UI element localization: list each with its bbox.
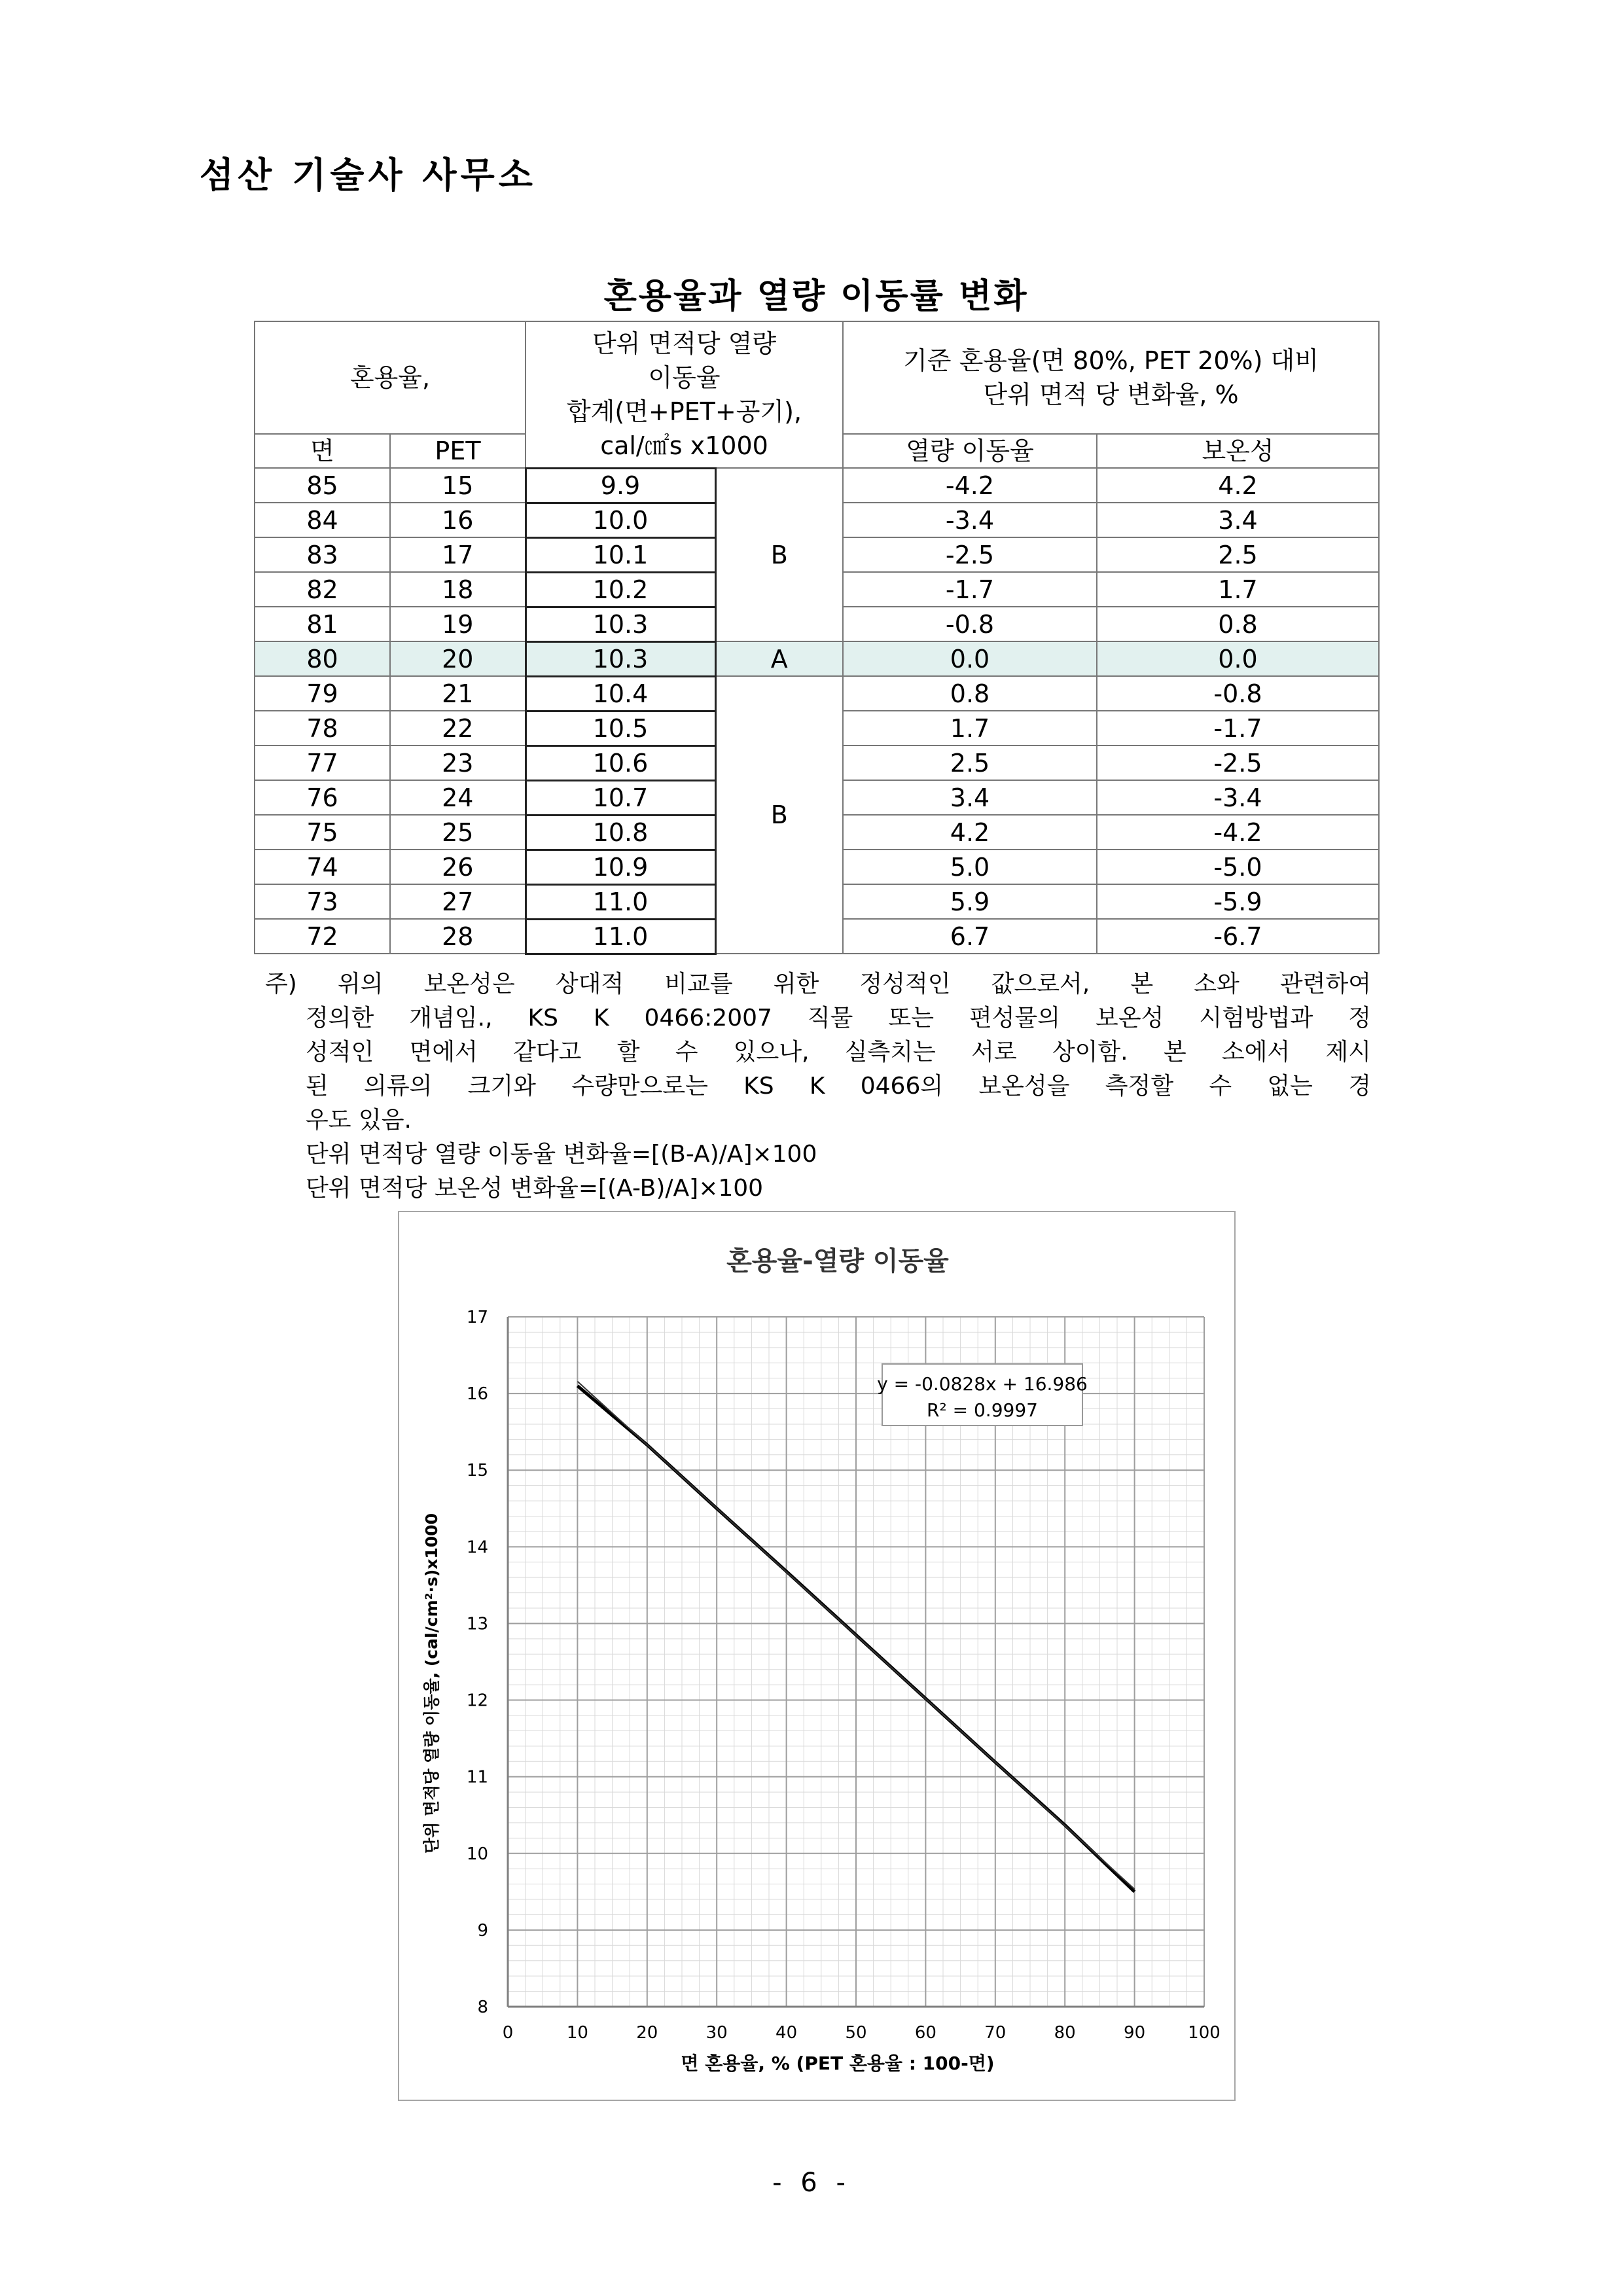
cell-cotton: 76 <box>255 780 390 815</box>
cell-warmth-change: 3.4 <box>1097 503 1379 537</box>
cell-warmth-change: -4.2 <box>1097 815 1379 850</box>
cell-warmth-change: -2.5 <box>1097 745 1379 780</box>
x-tick-label: 0 <box>502 2023 514 2043</box>
cell-pet: 16 <box>390 503 526 537</box>
cell-pet: 22 <box>390 711 526 745</box>
x-tick-label: 80 <box>1054 2023 1076 2043</box>
cell-pet: 20 <box>390 641 526 676</box>
label-b-higher-blend: B <box>715 676 843 954</box>
table-row <box>255 676 1379 711</box>
cell-pet: 17 <box>390 537 526 572</box>
header-pet: PET <box>390 434 526 468</box>
cell-value: 10.3 <box>526 641 715 676</box>
x-tick-label: 20 <box>636 2023 658 2043</box>
cell-heat-change: -4.2 <box>843 468 1097 503</box>
cell-heat-change: -1.7 <box>843 572 1097 607</box>
cell-heat-change: 1.7 <box>843 711 1097 745</box>
cell-cotton: 79 <box>255 676 390 711</box>
cell-pet: 24 <box>390 780 526 815</box>
chart-grid <box>508 1317 1204 2007</box>
y-tick-label: 17 <box>466 1308 488 1327</box>
trendline-label <box>877 1364 1088 1426</box>
y-tick-label: 12 <box>466 1691 488 1711</box>
cell-warmth-change: -3.4 <box>1097 780 1379 815</box>
cell-warmth-change: 4.2 <box>1097 468 1379 503</box>
cell-cotton: 78 <box>255 711 390 745</box>
header-value-line: 이동율 <box>648 363 721 392</box>
cell-value: 11.0 <box>526 884 715 919</box>
cell-cotton: 80 <box>255 641 390 676</box>
cell-cotton: 85 <box>255 468 390 503</box>
cell-warmth-change: 0.8 <box>1097 607 1379 641</box>
trendline-equation: y = -0.0828x + 16.986 <box>877 1373 1088 1395</box>
header-heat-transfer: 열량 이동율 <box>843 434 1097 468</box>
cell-warmth-change: -5.9 <box>1097 884 1379 919</box>
formula-heat: 단위 면적당 열량 이동율 변화율=[(B-A)/A]×100 <box>306 1141 817 1168</box>
cell-value: 10.6 <box>526 745 715 780</box>
cell-value: 10.7 <box>526 780 715 815</box>
note-line: 정의한 개념임., KS K 0466:2007 직물 또는 편성물의 보온성 시험방법과 정 <box>306 1005 1371 1031</box>
note-line: 성적인 면에서 같다고 할 수 있으나, 실측치는 서로 상이함. 본 소에서 제시 <box>306 1039 1371 1066</box>
cell-cotton: 74 <box>255 850 390 884</box>
x-tick-label: 90 <box>1124 2023 1146 2043</box>
y-tick-label: 16 <box>466 1384 488 1405</box>
cell-value: 10.2 <box>526 572 715 607</box>
cell-heat-change: 0.8 <box>843 676 1097 711</box>
x-tick-label: 70 <box>984 2023 1007 2043</box>
cell-warmth-change: 0.0 <box>1097 641 1379 676</box>
cell-heat-change: 3.4 <box>843 780 1097 815</box>
cell-cotton: 72 <box>255 919 390 954</box>
cell-value: 11.0 <box>526 919 715 954</box>
table-row <box>255 468 1379 503</box>
cell-cotton: 83 <box>255 537 390 572</box>
cell-value: 10.0 <box>526 503 715 537</box>
x-tick-label: 30 <box>705 2023 728 2043</box>
header-unit-area-value <box>526 321 843 468</box>
cell-warmth-change: -5.0 <box>1097 850 1379 884</box>
cell-pet: 23 <box>390 745 526 780</box>
header-value-line: 단위 면적당 열량 <box>592 329 777 358</box>
cell-cotton: 82 <box>255 572 390 607</box>
header-warmth: 보온성 <box>1097 434 1379 468</box>
cell-value: 10.9 <box>526 850 715 884</box>
cell-pet: 21 <box>390 676 526 711</box>
cell-value: 10.1 <box>526 537 715 572</box>
header-change-line: 기준 혼용율(면 80%, PET 20%) 대비 <box>903 346 1319 375</box>
header-change-line: 단위 면적 당 변화율, % <box>983 380 1239 409</box>
cell-warmth-change: -1.7 <box>1097 711 1379 745</box>
cell-cotton: 84 <box>255 503 390 537</box>
chart-y-axis-label: 단위 면적당 열량 이동율, (cal/cm²·s)x1000 <box>422 1513 441 1854</box>
cell-warmth-change: -0.8 <box>1097 676 1379 711</box>
cell-pet: 18 <box>390 572 526 607</box>
header-value-line: 합계(면+PET+공기), <box>566 397 802 426</box>
cell-heat-change: -2.5 <box>843 537 1097 572</box>
cell-warmth-change: 2.5 <box>1097 537 1379 572</box>
cell-pet: 26 <box>390 850 526 884</box>
chart-title: 혼용율-열량 이동율 <box>726 1246 949 1276</box>
x-tick-label: 40 <box>776 2023 798 2043</box>
cell-cotton: 75 <box>255 815 390 850</box>
blend-heat-table <box>254 321 1380 955</box>
header-value-line: cal/㎠s x1000 <box>600 431 768 460</box>
cell-pet: 25 <box>390 815 526 850</box>
table-title: 혼용율과 열량 이동률 변화 <box>603 277 1029 316</box>
cell-pet: 28 <box>390 919 526 954</box>
cell-pet: 15 <box>390 468 526 503</box>
note-line: 주) 위의 보온성은 상대적 비교를 위한 정성적인 값으로서, 본 소와 관련하여 <box>265 971 1371 997</box>
label-b-lower-blend: B <box>715 468 843 641</box>
chart-frame <box>398 1211 1236 2101</box>
cell-heat-change: 2.5 <box>843 745 1097 780</box>
x-tick-label: 50 <box>845 2023 867 2043</box>
cell-cotton: 77 <box>255 745 390 780</box>
note-line: 우도 있음. <box>306 1107 412 1134</box>
footnote <box>265 967 1371 1206</box>
cell-value: 10.3 <box>526 607 715 641</box>
y-tick-label: 8 <box>477 1998 488 2017</box>
cell-heat-change: -3.4 <box>843 503 1097 537</box>
cell-warmth-change: 1.7 <box>1097 572 1379 607</box>
office-header: 섬산 기술사 사무소 <box>200 154 537 196</box>
cell-pet: 19 <box>390 607 526 641</box>
chart-x-axis-label: 면 혼용율, % (PET 혼용율 : 100-면) <box>681 2053 995 2074</box>
y-tick-label: 9 <box>477 1920 488 1941</box>
y-tick-label: 15 <box>466 1461 488 1481</box>
blend-heat-chart <box>399 1212 1234 2100</box>
label-a-reference: A <box>715 641 843 676</box>
y-tick-label: 13 <box>466 1614 488 1634</box>
cell-cotton: 73 <box>255 884 390 919</box>
cell-value: 10.8 <box>526 815 715 850</box>
x-tick-label: 60 <box>914 2023 936 2043</box>
x-tick-label: 10 <box>566 2023 588 2043</box>
trendline-r-squared: R² = 0.9997 <box>927 1399 1038 1421</box>
header-change-rate <box>843 321 1379 434</box>
cell-value: 9.9 <box>526 468 715 503</box>
header-blend-ratio: 혼용율, <box>255 321 526 434</box>
cell-value: 10.4 <box>526 676 715 711</box>
formula-warmth: 단위 면적당 보온성 변화율=[(A-B)/A]×100 <box>306 1175 764 1202</box>
cell-pet: 27 <box>390 884 526 919</box>
y-tick-label: 11 <box>466 1767 488 1787</box>
note-line: 된 의류의 크기와 수량만으로는 KS K 0466의 보온성을 측정할 수 없는 경 <box>306 1073 1371 1100</box>
cell-heat-change: 5.9 <box>843 884 1097 919</box>
cell-heat-change: 0.0 <box>843 641 1097 676</box>
header-cotton: 면 <box>255 434 390 468</box>
page-number: - 6 - <box>772 2168 851 2198</box>
chart-ticks <box>467 1308 1221 2043</box>
y-tick-label: 14 <box>466 1537 488 1558</box>
cell-heat-change: 4.2 <box>843 815 1097 850</box>
cell-heat-change: -0.8 <box>843 607 1097 641</box>
cell-value: 10.5 <box>526 711 715 745</box>
y-tick-label: 10 <box>466 1844 488 1864</box>
cell-heat-change: 6.7 <box>843 919 1097 954</box>
table-row <box>255 641 1379 676</box>
cell-warmth-change: -6.7 <box>1097 919 1379 954</box>
cell-heat-change: 5.0 <box>843 850 1097 884</box>
x-tick-label: 100 <box>1188 2023 1221 2043</box>
cell-cotton: 81 <box>255 607 390 641</box>
